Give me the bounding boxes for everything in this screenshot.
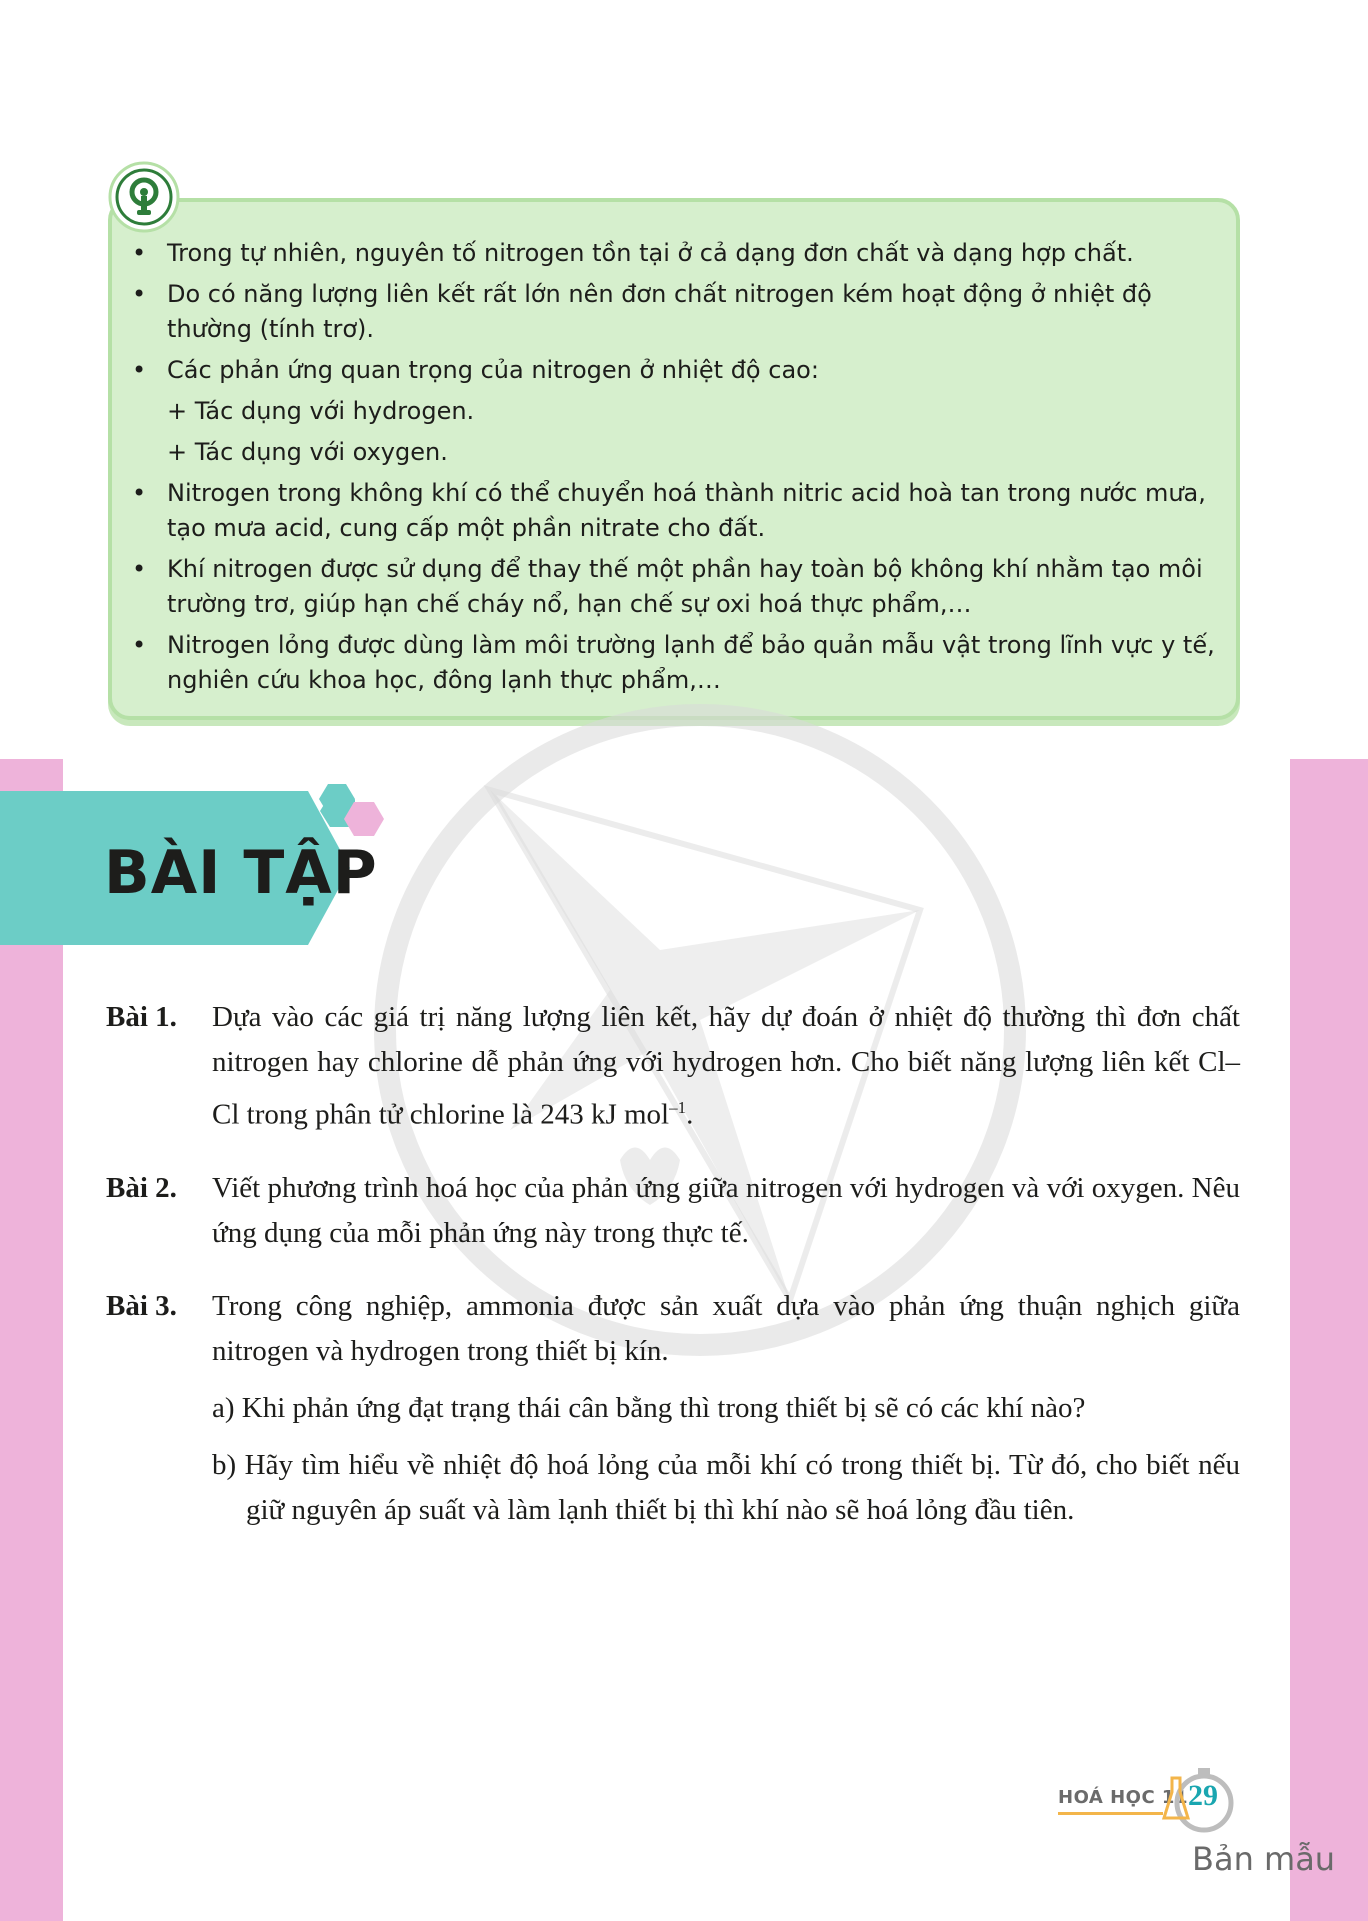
summary-sub-item: + Tác dụng với oxygen. [167,438,448,466]
summary-list [132,236,1217,704]
exercise-text: Dựa vào các giá trị năng lượng liên kết, hãy dự đoán ở nhiệt độ thường thì đơn chất nitrogen hay chlorine dễ phản ứng với hydrogen hơn. Cho biết năng lượng liên kết Cl–Cl trong phân tử chlorine là 243 kJ mol$^{-1}$. [212,1001,1240,1131]
lightbulb-icon [108,161,180,233]
page-number: 29 [1188,1779,1218,1812]
exercise-part-b: b) Hãy tìm hiểu về nhiệt độ hoá lỏng của mỗi khí có trong thiết bị. Từ đó, cho biết nếu giữ nguyên áp suất và làm lạnh thiết bị thì khí nào sẽ hoá lỏng đầu tiên. [212,1448,1240,1526]
summary-bullet-item: • Trong tự nhiên, nguyên tố nitrogen tồn tại ở cả dạng đơn chất và dạng hợp chất. [132,236,1217,271]
exercise-text: Trong công nghiệp, ammonia được sản xuất dựa vào phản ứng thuận nghịch giữa nitrogen và hydrogen trong thiết bị kín. a) Khi phản ứng đạt trạng thái cân bằng thì trong thiết bị sẽ có các khí nào? b) Hãy tìm hiểu về nhiệt độ hoá lỏng của mỗi khí có trong thiết bị. Từ đó, cho biết nếu giữ nguyên áp suất và làm lạnh thiết bị thì khí nào sẽ hoá lỏng đầu tiên. [212,1284,1240,1533]
draft-label: Bản mẫu [1192,1840,1336,1878]
exercise-text: Viết phương trình hoá học của phản ứng giữa nitrogen với hydrogen và với oxygen. Nêu ứng dụng của mỗi phản ứng này trong thực tế. [212,1171,1240,1249]
summary-bullet-item: • Nitrogen lỏng được dùng làm môi trường lạnh để bảo quản mẫu vật trong lĩnh vực y tế, nghiên cứu khoa học, đông lạnh thực phẩm,… [132,628,1217,698]
exercise-list [106,995,1240,1561]
exercise-label: Bài 3. [106,1289,177,1322]
exercise-label: Bài 1. [106,1001,177,1033]
exercise-part-a: a) Khi phản ứng đạt trạng thái cân bằng thì trong thiết bị sẽ có các khí nào? [212,1391,1086,1424]
summary-sub-item: + Tác dụng với hydrogen. [167,397,475,425]
exercise-label: Bài 2. [106,1171,177,1204]
summary-bullet-item: • Các phản ứng quan trọng của nitrogen ở nhiệt độ cao: [132,353,1217,388]
exercise-2 [106,1166,1240,1256]
exercise-1 [106,995,1240,1138]
summary-bullet-item: • Nitrogen trong không khí có thể chuyển hoá thành nitric acid hoà tan trong nước mưa, tạo mưa acid, cung cấp một phần nitrate cho đất. [132,476,1217,546]
right-pink-margin [1290,759,1368,1921]
summary-bullet-item: • Khí nitrogen được sử dụng để thay thế một phần hay toàn bộ không khí nhằm tạo môi trường trơ, giúp hạn chế cháy nổ, hạn chế sự oxi hoá thực phẩm,… [132,552,1217,622]
exercise-3 [106,1284,1240,1533]
summary-bullet-item: • Do có năng lượng liên kết rất lớn nên đơn chất nitrogen kém hoạt động ở nhiệt độ thường (tính trơ). [132,277,1217,347]
book-title: HOÁ HỌC 11 [1058,1787,1188,1808]
section-title: BÀI TẬP [104,838,378,908]
footer-underline [1058,1812,1163,1815]
